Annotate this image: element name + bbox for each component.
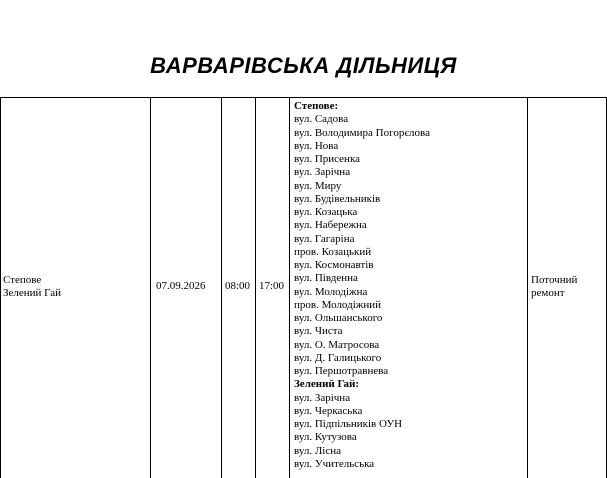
work-type-line: ремонт	[531, 287, 565, 300]
street-item: вул. Миру	[294, 179, 342, 192]
work-type-cell	[531, 274, 577, 301]
settlement-name: Зелений Гай	[3, 287, 62, 300]
street-item: вул. Садова	[294, 113, 349, 126]
column-divider	[289, 98, 290, 478]
street-item: вул. Першотравнева	[294, 365, 389, 377]
street-item: вул. Нова	[294, 139, 339, 152]
street-item: вул. Підпільників ОУН	[294, 418, 403, 430]
outage-table	[0, 97, 607, 478]
street-item: вул. Володимира Погорєлова	[294, 126, 430, 139]
street-item: вул. Південна	[294, 272, 358, 285]
settlement-header: Зелений Гай:	[294, 378, 360, 391]
street-item: вул. Молодіжна	[294, 285, 368, 298]
column-divider	[255, 98, 256, 478]
street-item: вул. Учительська	[294, 457, 375, 470]
settlement-header: Степове:	[294, 100, 339, 112]
street-item: вул. Козацька	[294, 206, 358, 218]
street-item: пров. Молодіжний	[294, 298, 382, 311]
streets-list	[294, 100, 430, 471]
street-item: вул. Кутузова	[294, 431, 357, 444]
street-item: вул. Зарічна	[294, 391, 351, 404]
time-from-cell: 08:00	[225, 280, 251, 292]
street-item: вул. Д. Галицького	[294, 351, 382, 364]
column-divider	[221, 98, 222, 478]
table-border-left	[0, 98, 1, 478]
work-type-line: Поточний	[531, 274, 578, 286]
column-divider	[527, 98, 528, 478]
column-divider	[150, 98, 151, 478]
street-item: вул. О. Матросова	[294, 338, 380, 351]
page-title: ВАРВАРІВСЬКА ДІЛЬНИЦЯ	[150, 53, 457, 78]
street-item: вул. Присенка	[294, 153, 360, 165]
street-item: вул. Космонавтів	[294, 259, 374, 271]
street-item: вул. Ольшанського	[294, 312, 383, 324]
street-item: вул. Лісна	[294, 444, 341, 457]
settlements-cell	[3, 274, 61, 301]
street-item: вул. Чиста	[294, 325, 343, 338]
street-item: вул. Гагаріна	[294, 232, 355, 245]
date-cell: 07.09.2026	[156, 280, 206, 292]
street-item: вул. Зарічна	[294, 166, 351, 179]
street-item: вул. Черкаська	[294, 404, 363, 417]
street-item: вул. Будівельників	[294, 192, 381, 205]
street-item: вул. Набережна	[294, 219, 367, 232]
time-to-cell: 17:00	[259, 280, 285, 292]
settlement-name: Степове	[3, 274, 42, 286]
street-item: пров. Козацький	[294, 245, 372, 258]
